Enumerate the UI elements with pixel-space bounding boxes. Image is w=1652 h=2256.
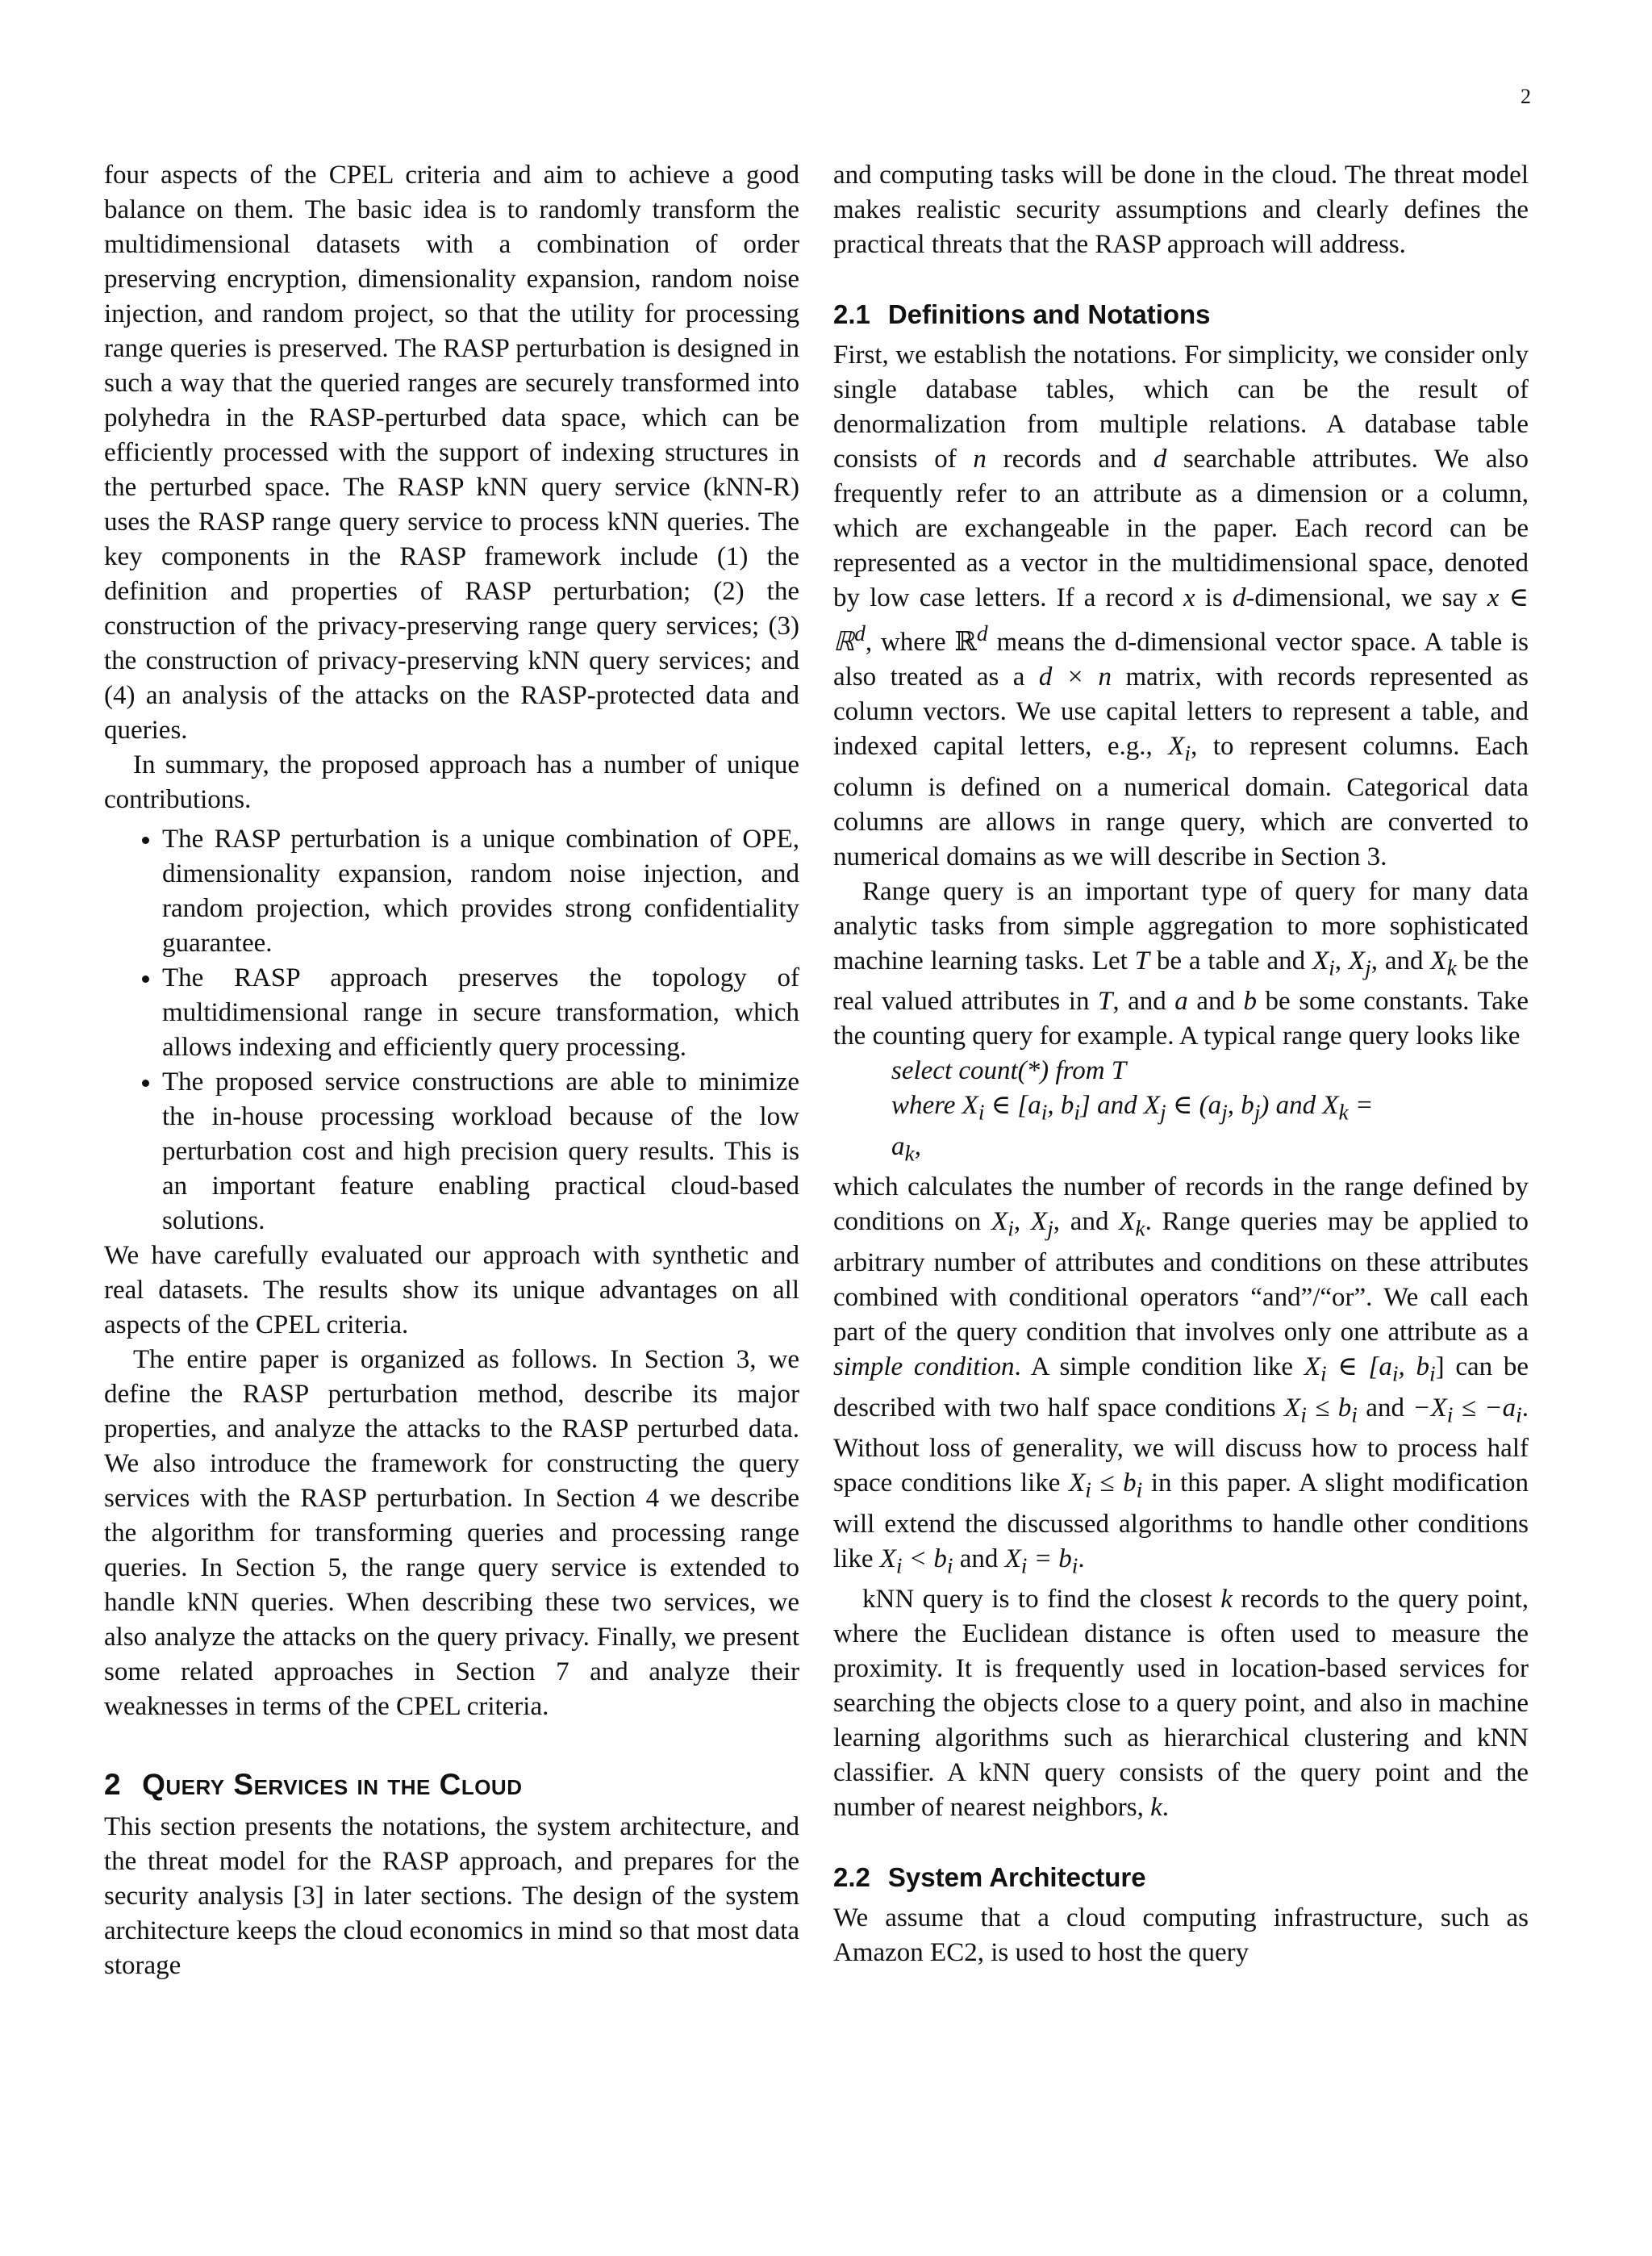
left-column <box>104 158 799 1983</box>
paragraph-range-query: Range query is an important type of query for many data analytic tasks from simple aggregation to more sophisticated machine learning tasks. Let T be a table and $X_i$, $X_j$, and $X_k$ be the real valued attributes in T, and a and b be some constants. Take the counting query for example. A typical range query looks like <box>833 876 1529 1051</box>
paragraph-calculates: which calculates the number of records in the range defined by conditions on $X_i$, $X_j$, and $X_k$. Range queries may be applied to arbitrary number of attributes and conditions on these attributes combined with conditional operators “and”/“or”. We call each part of the query condition that involves only one attribute as a simple condition. A simple condition like $X_i$ ∈ [$a_i$, $b_i$] can be described with two half space conditions $X_i \le b_i$ and $-X_i \le -a_i$. Without loss of generality, we will discuss how to process half space conditions like $X_i \le b_i$ in this paper. A slight modification will extend the discussed algorithms to handle other conditions like $X_i < b_i$ and $X_i = b_i$. <box>833 1172 1529 1578</box>
subsection-title: Definitions and Notations <box>887 299 1211 329</box>
list-item: • The proposed service constructions are able to minimize the in-house processing workload because of the low perturbation cost and high precision query results. This is an important feature enabling practical cloud-based solutions. <box>162 1065 799 1239</box>
query-line-1: select count(*) from T <box>891 1056 1127 1086</box>
paragraph-evaluated: We have carefully evaluated our approach with synthetic and real datasets. The results show its unique advantages on all aspects of the CPEL criteria. <box>104 1241 799 1339</box>
query-line-3: $a_k$, <box>891 1131 921 1166</box>
right-column <box>833 158 1529 1970</box>
paragraph-organized: The entire paper is organized as follows. In Section 3, we define the RASP perturbation method, describe its major properties, and analyze the attacks to the RASP perturbed data. We also introduce the framework for constructing the query services with the RASP perturbation. In Section 4 we describe the algorithm for transforming queries and processing range queries. In Section 5, the range query service is extended to handle kNN queries. When describing these two services, we also analyze the attacks on the query privacy. Finally, we present some related approaches in Section 7 and analyze their weaknesses in terms of the CPEL criteria. <box>104 1345 799 1721</box>
section-number: 2 <box>104 1768 122 1801</box>
page-number: 2 <box>1521 85 1531 108</box>
subsection-number: 2.1 <box>833 299 870 329</box>
contributions-list <box>104 822 799 1239</box>
subsection-2-1-heading <box>833 298 1529 332</box>
paragraph-notations: First, we establish the notations. For simplicity, we consider only single database tables, which can be the result of denormalization from multiple relations. A database table consists of n records and d searchable attributes. We also frequently refer to an attribute as a dimension or a column, which are exchangeable in the paper. Each record can be represented as a vector in the multidimensional space, denoted by low case letters. If a record x is d-dimensional, we say x ∈ ℝ$^d$, where ℝ$^d$ means the d-dimensional vector space. A table is also treated as a d × n matrix, with records represented as column vectors. We use capital letters to represent a table, and indexed capital letters, e.g., $X_i$, to represent columns. Each column is defined on a numerical domain. Categorical data columns are allows in range query, which are converted to numerical domains as we will describe in Section 3. <box>833 340 1529 871</box>
paragraph-section-2: This section presents the notations, the system architecture, and the threat model for the RASP approach, and prepares for the security analysis [3] in later sections. The design of the system architecture keeps the cloud economics in mind so that most data storage <box>104 1812 799 1980</box>
list-item: • The RASP approach preserves the topology of multidimensional range in secure transformation, which allows indexing and efficiently query processing. <box>162 961 799 1065</box>
section-title: Query Services in the Cloud <box>142 1768 523 1801</box>
paragraph-architecture: We assume that a cloud computing infrastructure, such as Amazon EC2, is used to host the query <box>833 1903 1529 1968</box>
subsection-number: 2.2 <box>833 1862 870 1893</box>
paragraph-continued: and computing tasks will be done in the cloud. The threat model makes realistic security assumptions and clearly defines the practical threats that the RASP approach will address. <box>833 161 1529 259</box>
list-item: • The RASP perturbation is a unique combination of OPE, dimensionality expansion, random noise injection, and random projection, which provides strong confidentiality guarantee. <box>162 822 799 961</box>
subsection-2-2-heading <box>833 1861 1529 1895</box>
paragraph-summary: In summary, the proposed approach has a number of unique contributions. <box>104 750 799 814</box>
paragraph-intro: four aspects of the CPEL criteria and aim to achieve a good balance on them. The basic idea is to randomly transform the multidimensional datasets with a combination of order preserving encryption, dimensionality expansion, random noise injection, and random project, so that the utility for processing range queries is preserved. The RASP perturbation is designed in such a way that the queried ranges are securely transformed into polyhedra in the RASP-perturbed data space, which can be efficiently processed with the support of indexing structures in the perturbed space. The RASP kNN query service (kNN-R) uses the RASP range query service to process kNN queries. The key components in the RASP framework include (1) the definition and properties of RASP perturbation; (2) the construction of the privacy-preserving range query services; (3) the construction of privacy-preserving kNN query services; and (4) an analysis of the attacks on the RASP-protected data and queries. <box>104 161 799 745</box>
paragraph-knn: kNN query is to find the closest k records to the query point, where the Euclidean distance is often used to measure the proximity. It is frequently used in location-based services for searching the objects close to a query point, and also in machine learning algorithms such as hierarchical clustering and kNN classifier. A kNN query consists of the query point and the number of nearest neighbors, k. <box>833 1585 1529 1823</box>
section-2-heading <box>104 1766 799 1803</box>
query-line-2: where $X_i$ ∈ [$a_i$, $b_i$] and $X_j$ ∈ ($a_j$, $b_j$) and $X_k$ = <box>891 1091 1374 1125</box>
subsection-title: System Architecture <box>887 1862 1146 1893</box>
